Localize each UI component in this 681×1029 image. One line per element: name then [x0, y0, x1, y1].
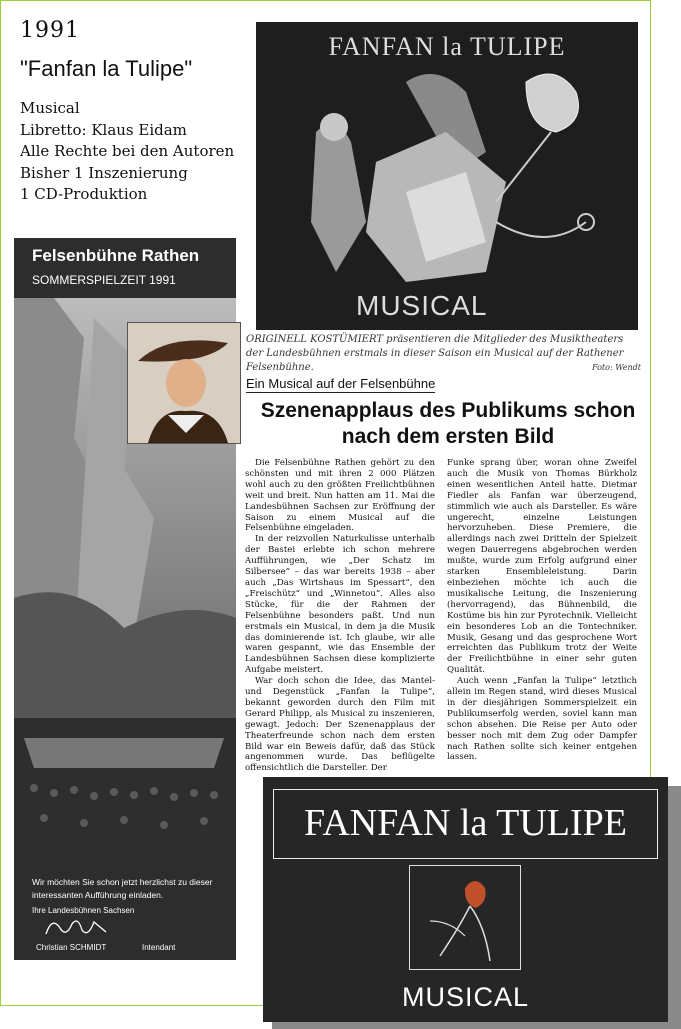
- paragraph: War doch schon die Idee, das Mantel- und Degenstück „Fanfan la Tulipe“, bekannt geworden durch den Film mit Gerard Philipp, als Musical zu inszenieren, gewagt. Jedoch: Der Szenenapplaus der Theaterfreunde schon nach dem ersten Bild war ein Beweis dafür, daß das Stück angenommen wurde. Das beflügelte offensichtlich die Darsteller. Der: [245, 676, 435, 774]
- year: 1991: [20, 18, 80, 43]
- tulip-icon: [409, 865, 521, 970]
- bottom-poster-title: FANFAN la TULIPE: [304, 802, 627, 844]
- production-details: [20, 98, 234, 206]
- photo-caption: [246, 333, 641, 375]
- detail-libretto: Libretto: Klaus Eidam: [20, 120, 187, 139]
- article-kicker: Ein Musical auf der Felsenbühne: [246, 376, 436, 391]
- venue-title: Felsenbühne Rathen: [32, 246, 200, 265]
- paragraph: Funke sprang über, woran ohne Zweifel auch die Musik von Thomas Bürkholz einen wesentlichen Anteil hatte. Dietmar Fiedler als Fanfan war überzeugend, stimmlich wie auch als Darsteller. Es wäre ungerecht, einzelne Leistungen hervorzuheben. Diese Premiere, die allerdings nach zwei Dritteln der Spielzeit wegen Dauerregens abgebrochen werden mußte, wurde zum Erfolg aufgrund einer starken Ensembleleistung. Darin einbeziehen möchte ich auch die musikalische Leitung, die Inszenierung (hervorragend), das Bühnenbild, die Kostüme bis hin zur Pyrotechnik. Vielleicht ein besonderes Lob an die Tontechniker. Musik, Gesang und das gesprochene Wort erreichten das Publikum trotz der Weite der Freilichtbühne in einer sehr guten Qualität.: [447, 458, 637, 676]
- signatory-role: Intendant: [142, 943, 176, 952]
- article-column-2: [447, 458, 637, 763]
- production-title: "Fanfan la Tulipe": [20, 56, 193, 81]
- detail-productions: Bisher 1 Inszenierung: [20, 163, 188, 182]
- detail-rights: Alle Rechte bei den Autoren: [20, 142, 235, 160]
- paragraph: Die Felsenbühne Rathen gehört zu den schönsten und mit ihren 2 000 Plätzen wohl auch zu den größten Freilichtbühnen weit und breit. Nun hatten am 11. Mai die Landesbühnen Sachsen zur Eröffnung der Saison zu einem Musical auf die Felsenbühne eingeladen.: [245, 458, 435, 534]
- detail-genre: Musical: [20, 99, 80, 117]
- poster-illustration: [256, 22, 638, 330]
- season-label: SOMMERSPIELZEIT 1991: [32, 273, 176, 287]
- bottom-poster-subtitle: MUSICAL: [401, 982, 530, 1012]
- paragraph: In der reizvollen Naturkulisse unterhalb der Bastei erlebte ich schon mehrere Aufführungen, wie „Der Schatz im Silbersee“ – das war bereits 1938 – aber auch „Das Wirtshaus im Spessart“, den „Freischütz“ und „Winnetou“. Alles also Stücke, für die der Rahmen der Felsenbühne besonders paßt. Und nun erstmals ein Musical, in dem ja die Musik das dominierende ist. Ich glaube, wir alle waren gespannt, wie das Ensemble der Landesbühnen Sachsen diese komplizierte Aufgabe meistert.: [245, 534, 435, 676]
- poster-subtitle: MUSICAL: [356, 290, 488, 321]
- portrait-illustration: [128, 323, 240, 443]
- article-column-1: [245, 458, 435, 774]
- paragraph: Auch wenn „Fanfan la Tulipe“ letztlich allein im Regen stand, wird dieses Musical in der diesjährigen Sommerspielzeit ein Publikumserfolg werden, soviel kann man schon absehen. Die Reise per Auto oder besser noch mit dem Zug oder Dampfer nach Rathen sollte sich keiner entgehen lassen.: [447, 676, 637, 763]
- bottom-poster: [263, 777, 668, 1022]
- top-poster: [256, 22, 638, 330]
- photo-credit: Foto: Wendt: [592, 363, 641, 372]
- article-headline: Szenenapplaus des Publikums schon nach dem ersten Bild: [260, 399, 636, 448]
- greeting-text: Ihre Landesbühnen Sachsen: [32, 906, 135, 915]
- poster-title: FANFAN la TULIPE: [328, 32, 566, 61]
- signature: [42, 914, 112, 942]
- detail-cd: 1 CD-Produktion: [20, 185, 148, 203]
- caption-text: ORIGINELL KOSTÜMIERT präsentieren die Mitglieder des Musiktheaters der Landesbühnen erstmals in dieser Saison ein Musical auf der Rathener Felsenbühne.: [246, 334, 624, 373]
- actor-portrait: [127, 322, 241, 444]
- invitation-text: Wir möchten Sie schon jetzt herzlichst zu dieser interessanten Aufführung einladen.: [32, 877, 213, 900]
- signatory-name: Christian SCHMIDT: [36, 943, 107, 952]
